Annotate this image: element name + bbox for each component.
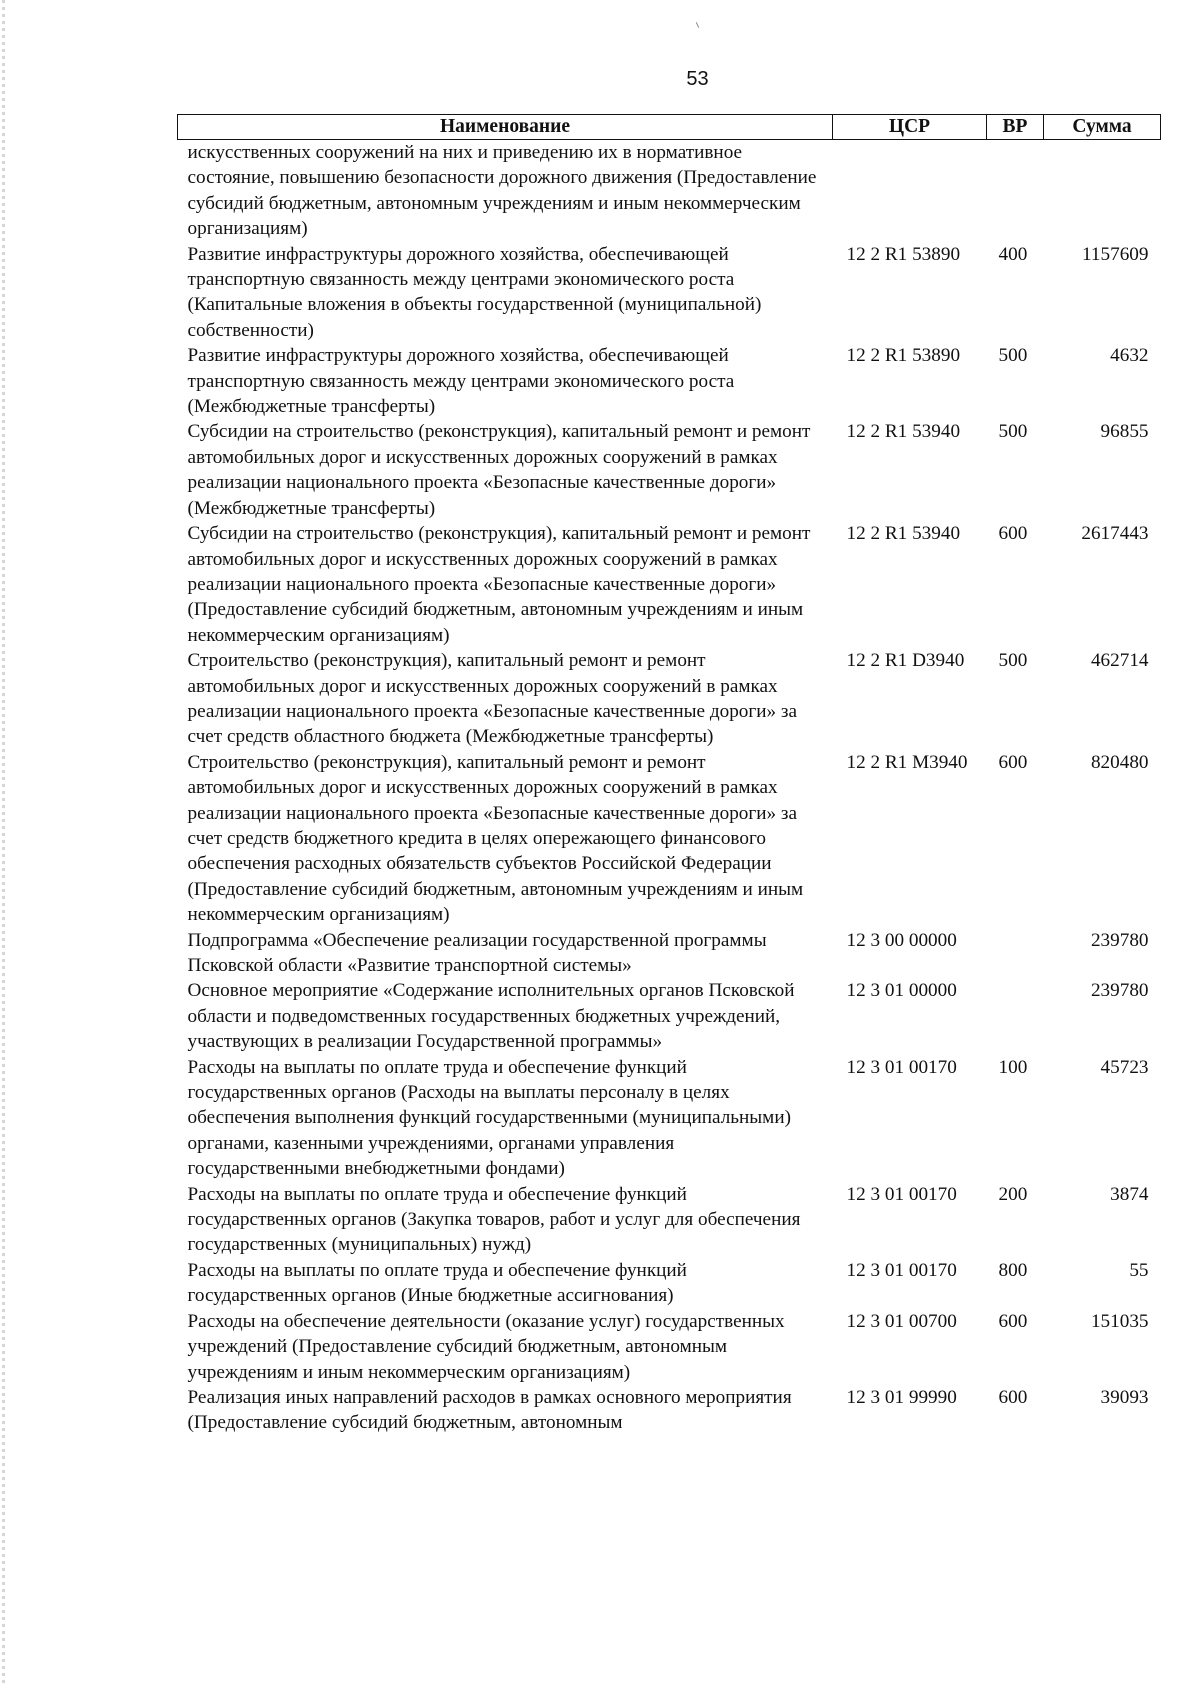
row-sum-cell: 55	[1129, 1259, 1149, 1281]
row-name-cell: искусственных сооружений на них и приведению их в нормативное состояние, повышению безопасности дорожного движения (Предоставление субсидий бюджетным, автономным учреждениям и иным некоммерческим организациям)	[187, 142, 817, 240]
row-vr-cell: 600	[998, 751, 1028, 773]
row-vr-cell: 600	[998, 1386, 1028, 1408]
row-name-cell: Расходы на выплаты по оплате труда и обеспечение функций государственных органов (Иные бюджетные ассигнования)	[187, 1259, 687, 1307]
row-vr-cell	[987, 928, 1044, 979]
table-row	[178, 978, 1161, 1054]
row-name-cell: Подпрограмма «Обеспечение реализации государственной программы Псковской области «Развитие транспортной системы»	[187, 929, 767, 976]
row-name-cell: Расходы на выплаты по оплате труда и обеспечение функций государственных органов (Закупка товаров, работ и услуг для обеспечения государственных (муниципальных) нужд)	[187, 1183, 801, 1256]
row-name-cell: Основное мероприятие «Содержание исполнительных органов Псковской области и подведомственных государственных бюджетных учреждений, участвующих в реализации Государственной программы»	[187, 980, 795, 1053]
row-vr-cell: 200	[998, 1183, 1028, 1205]
row-vr-cell: 500	[998, 345, 1028, 367]
row-csr-cell	[833, 140, 987, 242]
table-row	[178, 1258, 1161, 1309]
row-sum-cell: 239780	[1090, 980, 1149, 1002]
row-vr-cell: 400	[998, 243, 1028, 265]
table-row	[178, 1309, 1161, 1385]
scan-edge-artifact	[2, 0, 5, 1686]
row-vr-cell: 600	[998, 1310, 1028, 1332]
budget-table	[177, 114, 1161, 1436]
table-row	[178, 242, 1161, 344]
row-vr-cell: 600	[998, 523, 1028, 545]
table-row	[178, 521, 1161, 648]
row-csr-cell: 12 2 R1 53940	[846, 421, 961, 443]
row-vr-cell	[987, 978, 1044, 1054]
row-csr-cell: 12 2 R1 D3940	[846, 650, 965, 672]
row-sum-cell: 96855	[1100, 421, 1149, 443]
row-sum-cell: 3874	[1110, 1183, 1149, 1205]
row-csr-cell: 12 3 01 00700	[846, 1310, 957, 1332]
table-row	[178, 1182, 1161, 1258]
row-name-cell: Развитие инфраструктуры дорожного хозяйства, обеспечивающей транспортную связанность между центрами экономического роста (Межбюджетные трансферты)	[187, 345, 735, 418]
row-csr-cell: 12 3 01 99990	[846, 1386, 957, 1408]
header-csr: ЦСР	[833, 115, 987, 140]
row-name-cell: Расходы на выплаты по оплате труда и обеспечение функций государственных органов (Расходы на выплаты персоналу в целях обеспечения выполнения функций государственными (муниципальными) органами, казенными учреждениями, органами управления государственными внебюджетными фондами)	[187, 1056, 791, 1180]
row-csr-cell: 12 2 R1 53890	[846, 243, 961, 265]
row-vr-cell: 800	[998, 1259, 1028, 1281]
row-csr-cell: 12 2 R1 M3940	[846, 751, 968, 773]
row-vr-cell: 500	[998, 650, 1028, 672]
row-csr-cell: 12 3 01 00170	[846, 1056, 957, 1078]
page-number: 53	[686, 68, 709, 90]
header-name: Наименование	[178, 115, 833, 140]
row-sum-cell: 239780	[1090, 929, 1149, 951]
row-vr-cell: 500	[998, 421, 1028, 443]
row-csr-cell: 12 2 R1 53890	[846, 345, 961, 367]
row-sum-cell: 45723	[1100, 1056, 1149, 1078]
table-row	[178, 343, 1161, 419]
row-name-cell: Строительство (реконструкция), капитальный ремонт и ремонт автомобильных дорог и искусственных дорожных сооружений в рамках реализации национального проекта «Безопасные качественные дороги» за счет средств бюджетного кредита в целях опережающего финансового обеспечения расходных обязательств субъектов Российской Федерации (Предоставление субсидий бюджетным, автономным учреждениям и иным некоммерческим организациям)	[187, 751, 804, 926]
table-header-row	[178, 115, 1161, 140]
row-name-cell: Строительство (реконструкция), капитальный ремонт и ремонт автомобильных дорог и искусственных дорожных сооружений в рамках реализации национального проекта «Безопасные качественные дороги» за счет средств областного бюджета (Межбюджетные трансферты)	[187, 650, 798, 748]
row-sum-cell: 1157609	[1082, 243, 1149, 265]
table-body	[178, 140, 1161, 1436]
table-row	[178, 750, 1161, 928]
row-sum-cell: 462714	[1090, 650, 1149, 672]
table-row	[178, 140, 1161, 242]
table-row	[178, 928, 1161, 979]
header-vr: ВР	[987, 115, 1044, 140]
row-csr-cell: 12 2 R1 53940	[846, 523, 961, 545]
row-csr-cell: 12 3 01 00170	[846, 1259, 957, 1281]
row-csr-cell: 12 3 01 00170	[846, 1183, 957, 1205]
row-vr-cell: 100	[998, 1056, 1028, 1078]
row-csr-cell: 12 3 01 00000	[846, 980, 957, 1002]
row-name-cell: Субсидии на строительство (реконструкция), капитальный ремонт и ремонт автомобильных дорог и искусственных дорожных сооружений в рамках реализации национального проекта «Безопасные качественные дороги» (Предоставление субсидий бюджетным, автономным учреждениям и иным некоммерческим организациям)	[187, 523, 811, 646]
row-name-cell: Расходы на обеспечение деятельности (оказание услуг) государственных учреждений (Предоставление субсидий бюджетным, автономным учреждениям и иным некоммерческим организациям)	[187, 1310, 785, 1383]
row-name-cell: Реализация иных направлений расходов в рамках основного мероприятия (Предоставление субсидий бюджетным, автономным	[187, 1386, 792, 1434]
row-sum-cell: 4632	[1110, 345, 1149, 367]
row-sum-cell: 820480	[1090, 751, 1149, 773]
scan-mark	[696, 22, 699, 28]
row-sum-cell: 2617443	[1081, 523, 1149, 545]
row-csr-cell: 12 3 00 00000	[846, 929, 957, 951]
row-vr-cell	[987, 140, 1044, 242]
table-row	[178, 1385, 1161, 1436]
row-sum-cell	[1044, 140, 1161, 242]
header-sum: Сумма	[1044, 115, 1161, 140]
row-name-cell: Развитие инфраструктуры дорожного хозяйства, обеспечивающей транспортную связанность между центрами экономического роста (Капитальные вложения в объекты государственной (муниципальной) собственности)	[187, 243, 762, 341]
table-row	[178, 648, 1161, 750]
row-sum-cell: 151035	[1090, 1310, 1149, 1332]
row-name-cell: Субсидии на строительство (реконструкция), капитальный ремонт и ремонт автомобильных дорог и искусственных дорожных сооружений в рамках реализации национального проекта «Безопасные качественные дороги» (Межбюджетные трансферты)	[187, 421, 811, 519]
table-row	[178, 419, 1161, 521]
table-row	[178, 1055, 1161, 1182]
row-sum-cell: 39093	[1100, 1386, 1149, 1408]
